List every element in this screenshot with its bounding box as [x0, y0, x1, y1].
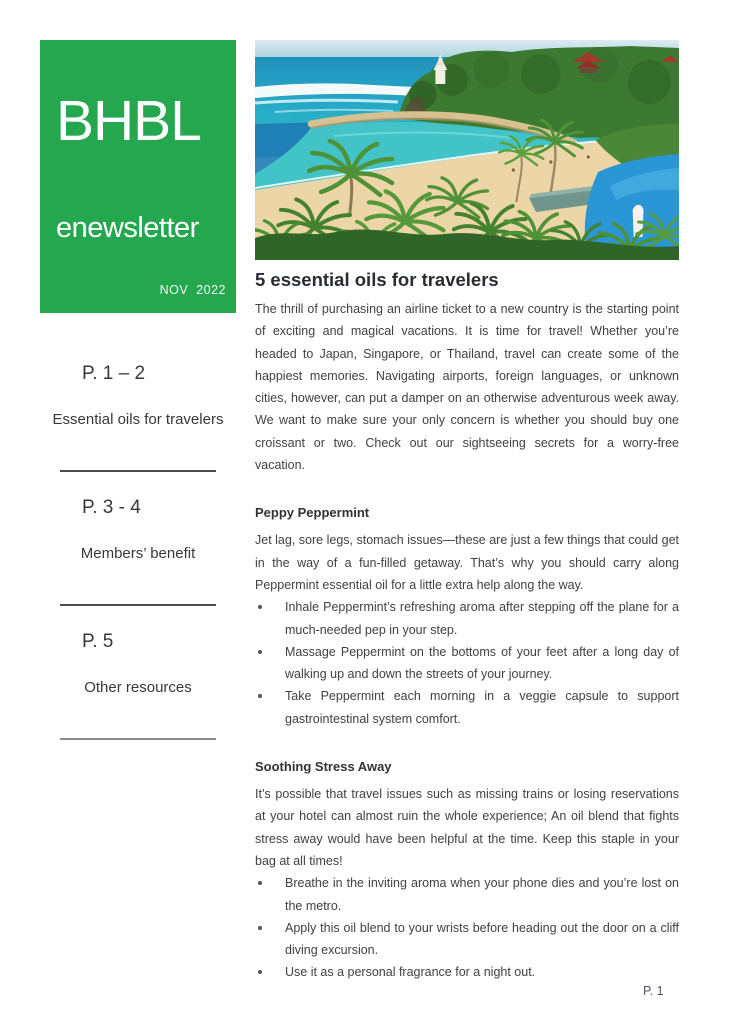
- bullet-text: Use it as a personal fragrance for a night out.: [285, 965, 536, 980]
- toc-divider: [60, 470, 216, 472]
- bullet-dot-icon: [258, 926, 262, 930]
- section-heading: Peppy Peppermint: [255, 505, 370, 521]
- bullet-dot-icon: [258, 970, 262, 974]
- bullet-list: [255, 872, 679, 983]
- bullet-list: [255, 596, 679, 730]
- toc-entry-1: [40, 362, 236, 472]
- section-peppy-peppermint: [255, 503, 679, 730]
- section-body: Jet lag, sore legs, stomach issues—these are just a few things that could get in the way of a fun-filled getaway. That’s why you should carry along Peppermint essential oil for a little extra help along the way.: [255, 533, 679, 592]
- bullet-item: [255, 872, 679, 917]
- toc-pages: P. 1 – 2: [82, 363, 146, 384]
- toc-entry-3: [40, 630, 236, 740]
- section-soothing-stress-away: [255, 757, 679, 984]
- masthead: [40, 40, 236, 313]
- toc-title: Essential oils for travelers: [52, 411, 224, 428]
- beach-photo: [255, 40, 679, 260]
- article-title: 5 essential oils for travelers: [255, 269, 499, 290]
- bullet-item: [255, 596, 679, 641]
- bullet-item: [255, 641, 679, 686]
- issue-date: NOV 2022: [159, 283, 226, 297]
- bullet-text: Breathe in the inviting aroma when your phone dies and you’re lost on the metro.: [285, 876, 679, 913]
- toc-divider: [60, 738, 216, 740]
- bullet-dot-icon: [258, 650, 262, 654]
- toc-pages: P. 5: [82, 631, 114, 652]
- bullet-dot-icon: [258, 694, 262, 698]
- section-heading: Soothing Stress Away: [255, 759, 392, 775]
- toc-title: Other resources: [84, 679, 192, 696]
- bullet-item: [255, 917, 679, 962]
- bullet-text: Take Peppermint each morning in a veggie capsule to support gastrointestinal system comfort.: [285, 689, 679, 726]
- bullet-text: Massage Peppermint on the bottoms of your feet after a long day of walking up and down the streets of your journey.: [285, 644, 679, 682]
- bullet-text: Apply this oil blend to your wrists before heading out the door on a cliff diving excursion.: [285, 920, 679, 958]
- article-column: [255, 40, 679, 984]
- toc-entry-2: [40, 496, 236, 606]
- toc-divider: [60, 604, 216, 606]
- bullet-text: Inhale Peppermint’s refreshing aroma after stepping off the plane for a much-needed pep in your step.: [285, 600, 679, 637]
- page-number: P. 1: [643, 984, 664, 998]
- bullet-dot-icon: [258, 881, 262, 885]
- section-body: It’s possible that travel issues such as missing trains or losing reservations at your hotel can almost ruin the whole experience; An oil blend that fights stress away would have been helpful at the time. Keep this staple in your bag at all times!: [255, 787, 679, 868]
- brand-title: BHBL: [56, 89, 201, 153]
- brand-subtitle: enewsletter: [56, 212, 199, 244]
- bullet-item: [255, 685, 679, 730]
- toc-pages: P. 3 - 4: [82, 497, 141, 518]
- article-intro: The thrill of purchasing an airline ticket to a new country is the starting point of exciting and magical vacations. It is time for travel! Whether you’re headed to Japan, Singapore, or Thailand, travel can create some of the happiest memories. Navigating airports, foreign languages, or unknown cities, however, can put a damper on an otherwise adventurous week away. We want to make sure your only concern is whether you should buy one croissant or two. Check out our sightseeing secrets for a worry-free vacation.: [255, 302, 679, 473]
- bullet-item: [255, 961, 679, 983]
- table-of-contents: [40, 362, 236, 764]
- bullet-dot-icon: [258, 605, 262, 609]
- toc-title: Members’ benefit: [80, 545, 196, 562]
